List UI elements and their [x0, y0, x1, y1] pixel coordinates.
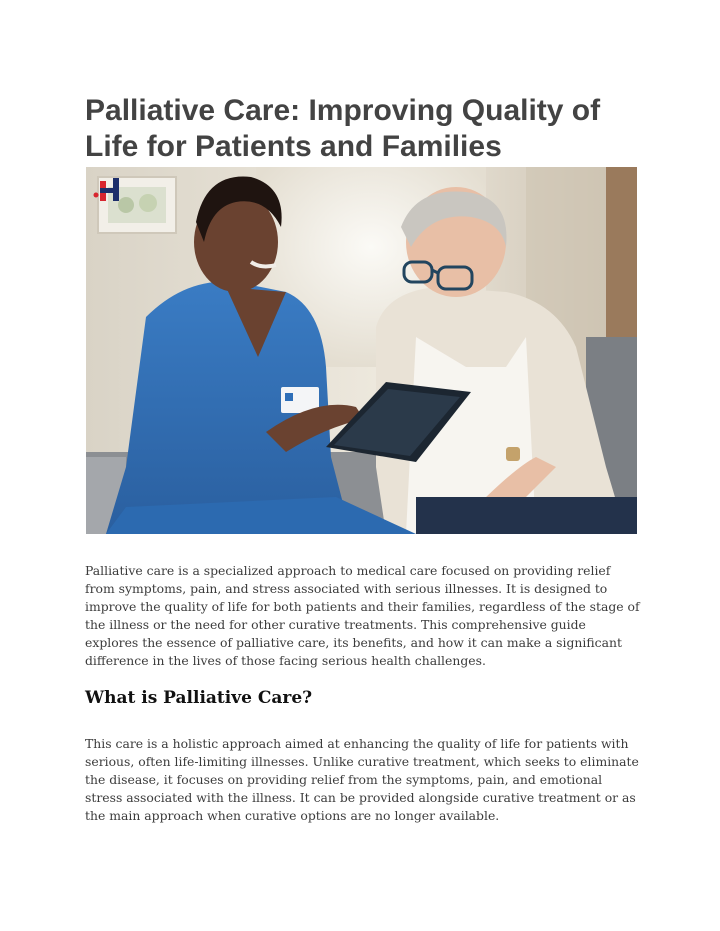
page-title: Palliative Care: Improving Quality of Life for Patients and Families — [85, 94, 601, 163]
section-heading-what-is: What is Palliative Care? — [85, 688, 313, 708]
intro-paragraph: Palliative care is a specialized approach to medical care focused on providing relief from symptoms, pain, and stress associated with serious illnesses. It is designed to improve the quality of life for both patients and their families, regardless of the stage of the illness or the need for other curative treatments. This comprehensive guide explores the essence of palliative care, its benefits, and how it can make a significant difference in the lives of those facing serious health challenges. — [85, 563, 640, 668]
section-body-what-is: This care is a holistic approach aimed at enhancing the quality of life for patients with serious, often life-limiting illnesses. Unlike curative treatment, which seeks to eliminate the disease, it focuses on providing relief from the symptoms, pain, and emotional stress associated with the illness. It can be provided alongside curative treatment or as the main approach when curative options are no longer available. — [85, 736, 639, 823]
wall-picture-frame — [98, 177, 176, 233]
hero-photo — [86, 167, 637, 534]
